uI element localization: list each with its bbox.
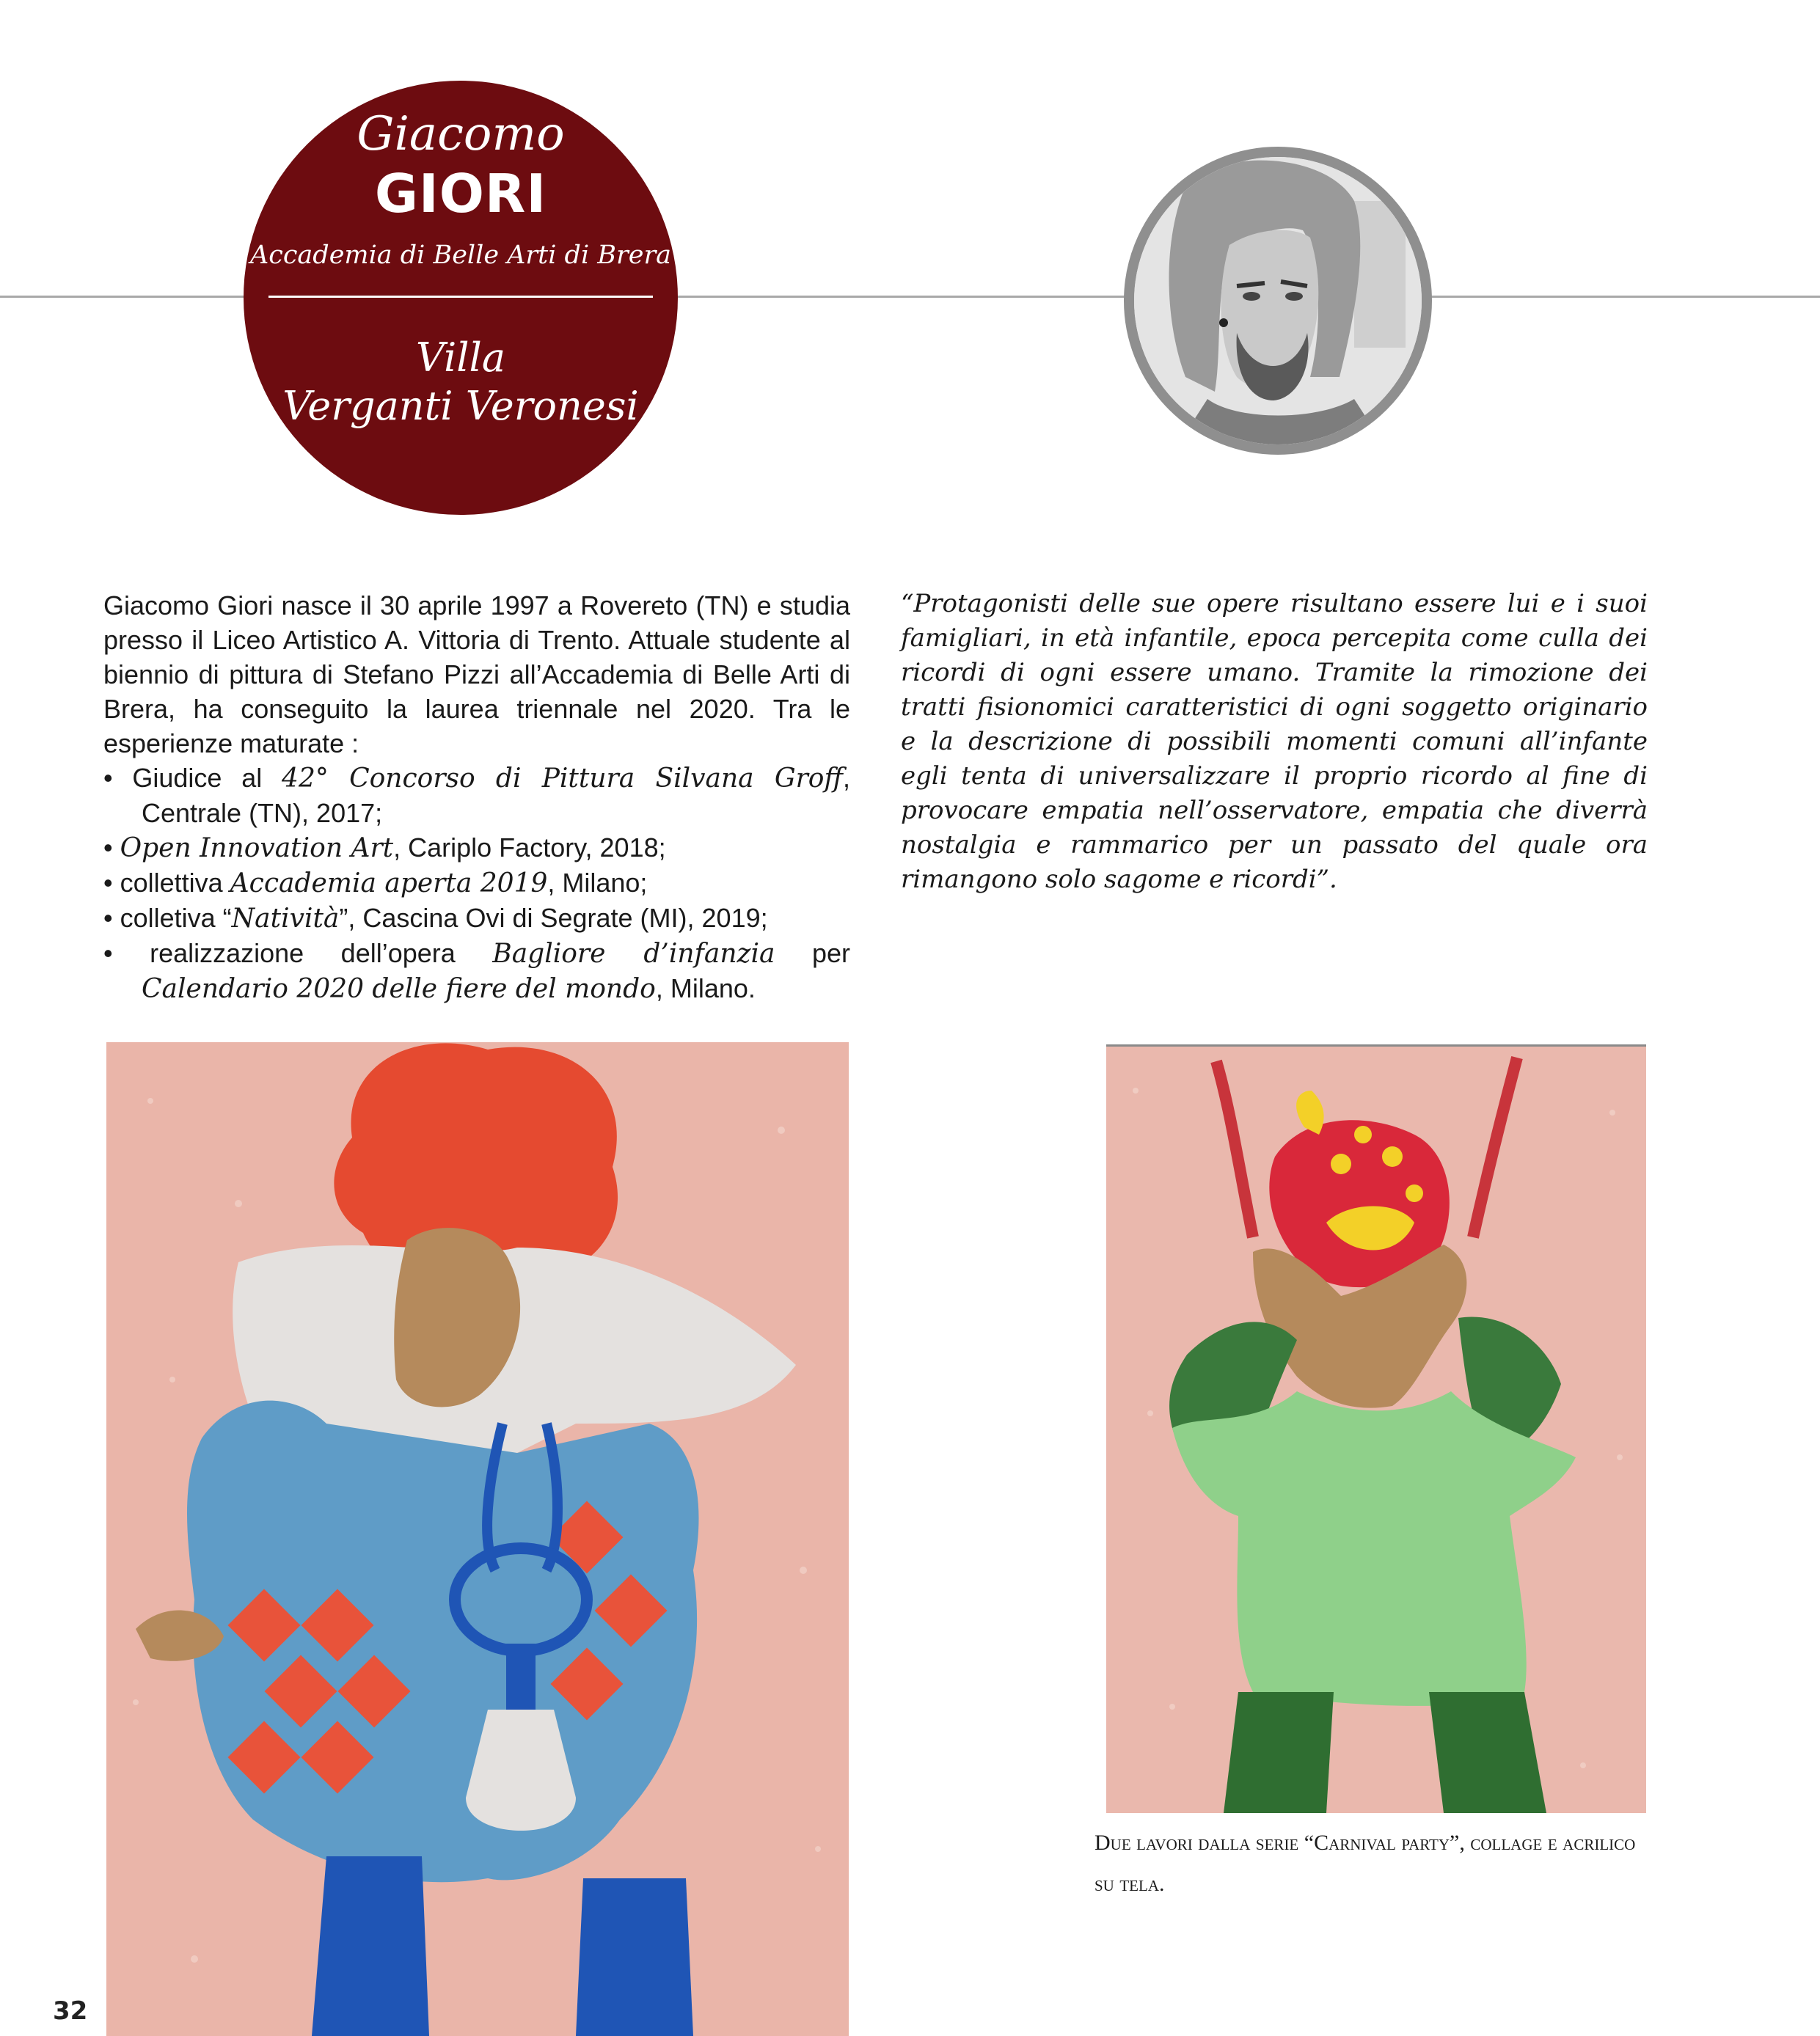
artwork-devil-mask-child [1106, 1044, 1646, 1813]
artwork-clown-child [106, 1042, 849, 2036]
venue-line-2: Verganti Veronesi [282, 383, 639, 429]
bio-item-3: • collettiva Accademia aperta 2019, Milano; [103, 868, 648, 898]
bio-item-2: • Open Innovation Art, Cariplo Factory, 2018; [103, 832, 666, 863]
page-number: 32 [53, 1996, 88, 2026]
bio-item-1: • Giudice al 42° Concorso di Pittura Silvana Groff, Centrale (TN), 2017; [103, 763, 850, 828]
artwork-caption: Due lavori dalla serie “Carnival party”, collage e acrilico su tela. [1094, 1831, 1636, 1896]
bio-item-4: • colletiva “Natività”, Cascina Ovi di Segrate (MI), 2019; [103, 903, 768, 934]
artist-school: Accademia di Belle Arti di Brera [249, 241, 672, 270]
bio-item-5: • realizzazione dell’opera Bagliore d’infanzia per Calendario 2020 delle fiere del mondo, Milano. [103, 938, 850, 1004]
bio-intro: Giacomo Giori nasce il 30 aprile 1997 a Rovereto (TN) e studia presso il Liceo Artistico A. Vittoria di Trento. Attuale studente al biennio di pittura di Stefano Pizzi all’Accademia di Belle Arti di Brera, ha conseguito la laurea triennale nel 2020. Tra le esperienze maturate : [103, 590, 850, 758]
badge-divider [268, 296, 653, 298]
artist-portrait-photo [1124, 147, 1432, 455]
artist-first-name: Giacomo [357, 107, 565, 161]
artist-last-name: GIORI [374, 163, 547, 224]
artist-biography [103, 588, 850, 1006]
critic-quote: “Protagonisti delle sue opere risultano essere lui e i suoi famigliari, in età infantile, epoca percepita come culla dei ricordi di ogni essere umano. Tramite la rimozione dei tratti fisionomici caratteristici di ogni soggetto originario e la descrizione di possibili momenti comuni all’infante egli tenta di universalizzare il proprio ricordo al fine di provocare empatia nell’osservatore, empatia che diverrà nostalgia e rammarico per un passato del quale ora rimangono solo sagome e ricordi”. [901, 589, 1648, 894]
artist-name-badge [244, 81, 678, 515]
venue-line-1: Villa [415, 334, 506, 381]
